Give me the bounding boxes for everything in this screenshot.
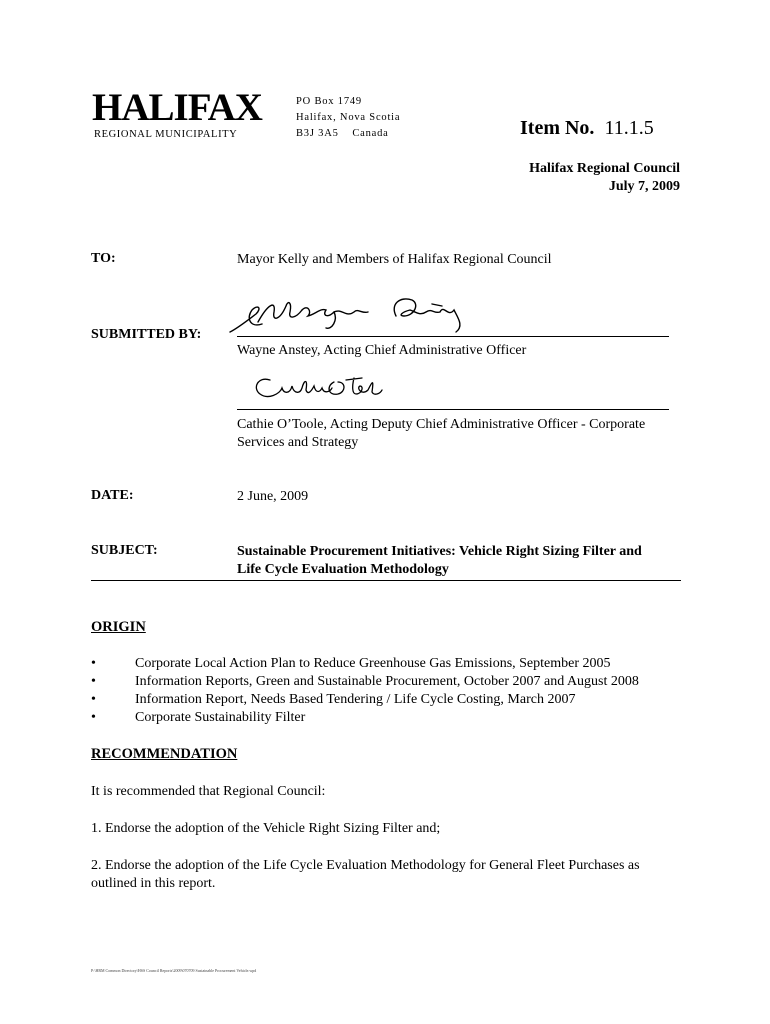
signature-cathie-otoole (250, 372, 390, 404)
recommendation-item-1: 1. Endorse the adoption of the Vehicle Right Sizing Filter and; (91, 821, 441, 836)
bullet-dot: • (91, 674, 96, 689)
logo-wordmark: HALIFAX (92, 86, 262, 129)
list-item: • Information Report, Needs Based Tendering / Life Cycle Costing, March 2007 (91, 692, 576, 707)
bullet-dot: • (91, 692, 96, 707)
origin-heading: ORIGIN (91, 619, 146, 635)
recommendation-heading: RECOMMENDATION (91, 746, 238, 762)
item-number-label: Item No. (520, 117, 595, 139)
subject-line-2: Life Cycle Evaluation Methodology (237, 562, 449, 577)
item-number-value: 11.1.5 (604, 117, 654, 139)
list-item: • Information Reports, Green and Sustainable Procurement, October 2007 and August 2008 (91, 674, 639, 689)
subject-rule (91, 580, 681, 581)
to-value: Mayor Kelly and Members of Halifax Regional Council (237, 252, 552, 267)
signature-wayne-anstey (228, 290, 478, 338)
meeting-info (529, 160, 680, 196)
bullet-dot: • (91, 710, 96, 725)
subject-line-1: Sustainable Procurement Initiatives: Vehicle Right Sizing Filter and (237, 544, 642, 559)
item-number (520, 117, 654, 140)
meeting-date: July 7, 2009 (608, 179, 680, 194)
list-item: • Corporate Sustainability Filter (91, 710, 306, 725)
meeting-body: Halifax Regional Council (529, 161, 680, 176)
bullet-dot: • (91, 656, 96, 671)
signature-line-1 (237, 336, 669, 337)
submitted-by-label: SUBMITTED BY: (91, 327, 202, 342)
submitted-by-signer-2 (237, 416, 687, 452)
halifax-logo (92, 86, 262, 144)
recommendation-intro: It is recommended that Regional Council: (91, 784, 326, 799)
date-label: DATE: (91, 488, 134, 503)
date-value: 2 June, 2009 (237, 489, 309, 504)
to-label: TO: (91, 251, 116, 266)
submitted-by-signer-1: Wayne Anstey, Acting Chief Administrative Officer (237, 343, 527, 358)
origin-list (91, 655, 639, 727)
subject-label: SUBJECT: (91, 543, 158, 558)
logo-subtitle: REGIONAL MUNICIPALITY (94, 129, 238, 140)
subject-value (237, 543, 682, 579)
address-block (296, 94, 400, 142)
address-line-1: PO Box 1749 (296, 96, 362, 107)
signature-line-2 (237, 409, 669, 410)
address-line-3: B3J 3A5 Canada (296, 128, 389, 139)
signer-2-line-1: Cathie O’Toole, Acting Deputy Chief Administrative Officer - Corporate (237, 417, 646, 432)
signer-2-line-2: Services and Strategy (237, 435, 359, 450)
address-line-2: Halifax, Nova Scotia (296, 112, 401, 123)
recommendation-item-2: 2. Endorse the adoption of the Life Cycle Evaluation Methodology for General Fleet Purchases as outlined in this report. (91, 858, 640, 891)
footer-file-path: P:\HRM Common Directory\HSS Council Reports\2009\070709 Sustainable Procurement Vehicle.wpd (91, 968, 257, 973)
list-item: • Corporate Local Action Plan to Reduce Greenhouse Gas Emissions, September 2005 (91, 656, 611, 671)
